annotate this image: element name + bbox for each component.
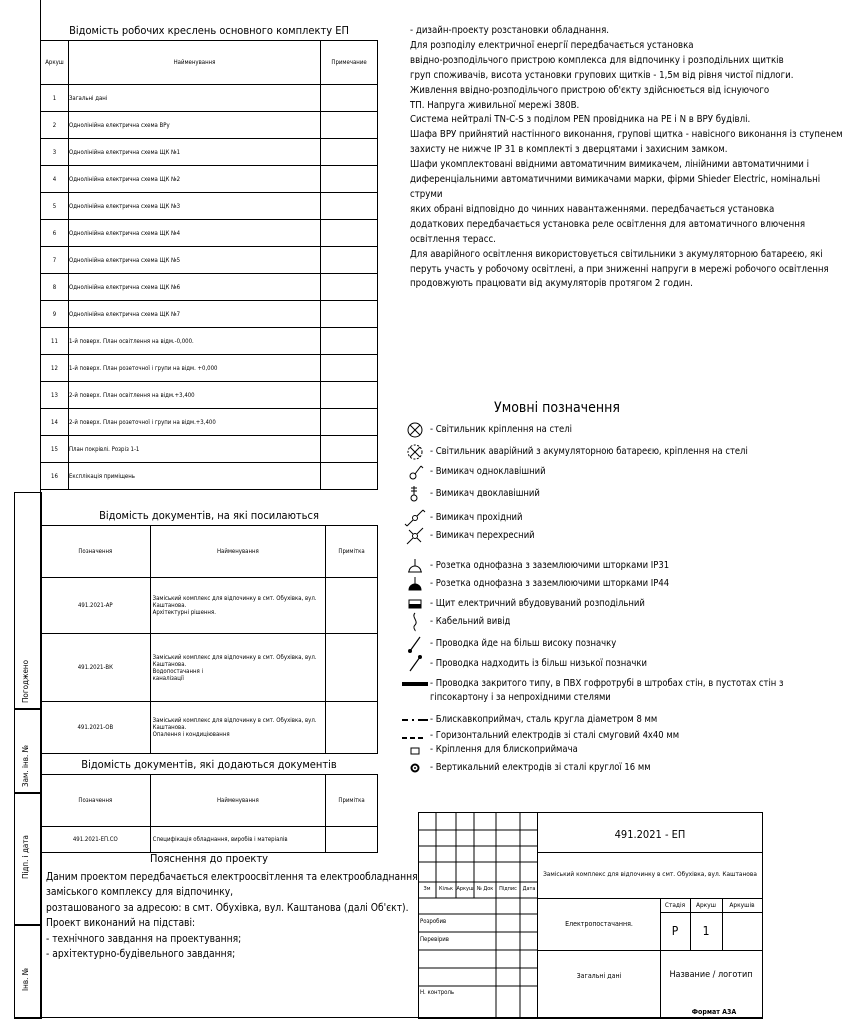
title-block-grid bbox=[418, 812, 538, 1017]
col-header-change: Зм bbox=[423, 886, 431, 892]
legend-item: - Блискавкоприймач, сталь кругла діаметром 8 мм bbox=[402, 710, 762, 730]
legend-item: - Проводка надходить із більш низької позначки bbox=[402, 654, 762, 674]
attached-docs-title: Відомість документів, які додаються документів bbox=[81, 758, 337, 771]
role-checked: Перевірив bbox=[420, 936, 449, 943]
section-name: Електропостачання. bbox=[565, 920, 633, 928]
switch-single-icon bbox=[402, 462, 428, 482]
title-divider-1 bbox=[538, 852, 762, 853]
right-notes: - дизайн-проекту розстановки обладнання. Для розподілу електричної енергії передбачається установка ввідно-розподільчого пристрою комплекса для відпочинку і розподільних щитків груп споживачів, висота установки групових щитків - 1,5м від рівня чистої підлоги. Живлення ввідно-розподільчого пристрою об'єкту здійснюється від існуючого ТП. Напруга живильної мережі 380В. Система нейтралі TN-C-S з поділом PEN провідника на PE і N в ВРУ будівлі. Шафа ВРУ прийнятий настінного виконання, групові щитка - навісного виконання із ступенем захисту не нижче IP 31 в комплекті з дверцятами і захисним замком. Шафи укомплектовані ввідними автоматичним вимикачем, лінійними автоматичними і диференціальними автоматичними вимикачами марки, фірми Shieder Electric, номінальні струми яких обрані відповідно до чинних навантаженнями. передбачається установка додаткових передбачається установка реле освітлення для автоматичного влючення освітлення терасс. Для аварійного освітлення використовується світильники з акумуляторною батареєю, які перуть участь у робочому освітлені, а при зниженні напруги в мережі робочого освітлення продовжують працювати від акумуляторів протягом 2 годин. bbox=[410, 25, 843, 290]
side-stamp-inv-no: Інв. № bbox=[14, 924, 42, 1019]
role-norm-control: Н. контроль bbox=[420, 989, 455, 996]
stage-header: Стадія bbox=[664, 901, 686, 909]
switch-double-icon bbox=[402, 484, 428, 504]
table-row: 6 Однолінійна електрична схема ЩК №4 bbox=[41, 220, 378, 247]
rod-mount-icon bbox=[402, 740, 428, 760]
legend-item: - Вимикач одноклавішний bbox=[402, 462, 762, 482]
table-row: 491.2021-АР Заміський комплекс для відпочинку в смт. Обухівка, вул. Каштанова. Архітектурні рішення. bbox=[41, 578, 378, 634]
title-block-grid-lines bbox=[418, 812, 538, 1017]
legend-item: - Вимикач прохідний bbox=[402, 508, 762, 528]
wiring-up-icon bbox=[402, 634, 428, 654]
legend-item: - Щит електричний вбудовуваний розподільний bbox=[402, 594, 762, 614]
table-row: 12 1-й поверх. План розеточної і групи на відм. +0,000 bbox=[41, 355, 378, 382]
switch-passthrough-icon bbox=[402, 508, 428, 528]
col-header-note: Примітка bbox=[326, 526, 378, 578]
stage-value: Р bbox=[671, 924, 679, 938]
explanations-text: Даним проектом передбачається електроосвітлення та електрообладнання заміського комплексу для відпочинку, розташованого за адресою: в смт. Обухівка, вул. Каштанова (далі Об'єкт). Проект виконаний на підставі: - технічного завдання на проектування; - архітектурно-будівельного завдання; bbox=[46, 872, 418, 961]
role-developed: Розробив bbox=[420, 918, 447, 925]
cable-outlet-icon bbox=[402, 612, 428, 632]
hidden-wiring-icon bbox=[398, 674, 432, 694]
legend-item: - Розетка однофазна з заземлюючими шторками IP31 bbox=[402, 556, 762, 576]
col-header-qty: Кільк bbox=[439, 886, 453, 892]
legend-item: - Кабельний вивід bbox=[402, 612, 762, 632]
sheet-title: Загальні дані bbox=[576, 972, 622, 980]
col-header-note: Примітка bbox=[326, 775, 378, 827]
legend-title: Умовні позначення bbox=[494, 400, 620, 416]
legend-item: - Кріплення для блископриймача bbox=[402, 740, 762, 760]
table-row: 3 Однолінійна електрична схема ЩК №1 bbox=[41, 139, 378, 166]
attached-docs-table bbox=[40, 774, 378, 853]
sheet-header: Аркуш bbox=[695, 901, 717, 909]
col-header-doc: № Док bbox=[476, 886, 494, 892]
col-header-code: Позначення bbox=[41, 526, 151, 578]
legend-item: - Світильник кріплення на стелі bbox=[402, 420, 762, 440]
legend-item: - Вимикач двоклавішний bbox=[402, 484, 762, 504]
drawings-table bbox=[40, 40, 378, 490]
legend-item: - Розетка однофазна з заземлюючими шторками IP44 bbox=[402, 574, 762, 594]
logo-placeholder: Название / логотип bbox=[669, 970, 753, 980]
col-header-name: Найменування bbox=[150, 526, 325, 578]
table-row: 11 1-й поверх. План освітлення на відм.-0,000. bbox=[41, 328, 378, 355]
legend-item: - Світильник аварійний з акумуляторною батареєю, кріплення на стелі bbox=[402, 442, 762, 462]
col-header-name: Найменування bbox=[68, 41, 320, 85]
title-divider-4 bbox=[660, 912, 762, 913]
vertical-electrode-icon bbox=[402, 758, 428, 778]
side-stamp-approved: Погоджено bbox=[14, 492, 42, 710]
col-header-sheet: Аркуш bbox=[41, 41, 69, 85]
sheets-header: Аркушів bbox=[729, 901, 755, 909]
col-header-name: Найменування bbox=[150, 775, 325, 827]
switch-cross-icon bbox=[402, 526, 428, 546]
legend-item: - Вертикальний електродів зі сталі круглої 16 мм bbox=[402, 758, 762, 778]
table-row: 15 План покрівлі. Розріз 1-1 bbox=[41, 436, 378, 463]
panel-icon bbox=[402, 594, 428, 614]
sheet-value: 1 bbox=[702, 924, 710, 938]
col-header-date: Дата bbox=[522, 886, 536, 892]
table-row: 1 Загальні дані bbox=[41, 85, 378, 112]
table-row: 16 Експлікація приміщень bbox=[41, 463, 378, 490]
side-stamp-sign-date: Підп. і дата bbox=[14, 792, 42, 926]
table-row: 9 Однолінійна електрична схема ЩК №7 bbox=[41, 301, 378, 328]
table-row: 491.2021-ОВ Заміський комплекс для відпочинку в смт. Обухівка, вул. Каштанова. Опалення і кондиціювання bbox=[41, 702, 378, 754]
socket-ip44-icon bbox=[402, 574, 428, 594]
ceiling-lamp-icon bbox=[402, 420, 428, 440]
referenced-docs-title: Відомість документів, на які посилаються bbox=[99, 509, 319, 522]
explanations-title: Пояснення до проекту bbox=[149, 852, 269, 865]
table-row: 7 Однолінійна електрична схема ЩК №5 bbox=[41, 247, 378, 274]
table-row: 2 Однолінійна електрична схема ВРу bbox=[41, 112, 378, 139]
referenced-docs-table bbox=[40, 525, 378, 754]
table-row: 491.2021-ВК Заміський комплекс для відпочинку в смт. Обухівка, вул. Каштанова. Водопостачання і каналізації bbox=[41, 634, 378, 702]
legend-item: - Проводка йде на більш високу позначку bbox=[402, 634, 762, 654]
socket-ip31-icon bbox=[402, 556, 428, 576]
table-row: 14 2-й поверх. План розеточної і групи на відм.+3,400 bbox=[41, 409, 378, 436]
table-row: 4 Однолінійна електрична схема ЩК №2 bbox=[41, 166, 378, 193]
col-header-note: Примечание bbox=[321, 41, 378, 85]
col-header-sign: Підпис bbox=[499, 886, 517, 892]
legend-item: - Проводка закритого типу, в ПВХ гофротрубі в штробах стін, в пустотах стін з гіпсокартону і за непрохідними стелями bbox=[402, 674, 762, 710]
project-name: Заміський комплекс для відпочинку в смт. Обухівка, вул. Каштанова bbox=[543, 870, 757, 878]
wiring-down-icon bbox=[402, 654, 428, 674]
table-row: 491.2021-ЕП.СО Специфікація обладнання, виробів і матеріалів bbox=[41, 827, 378, 853]
legend-item: - Вимикач перехресний bbox=[402, 526, 762, 546]
col-header-sheet: Аркуш bbox=[456, 886, 474, 892]
title-vdivider-1 bbox=[660, 898, 661, 1017]
title-divider-2 bbox=[538, 898, 762, 899]
table-row: 5 Однолінійна електрична схема ЩК №3 bbox=[41, 193, 378, 220]
title-divider-3 bbox=[538, 950, 762, 951]
legend-item: - Горизонтальний електродів зі сталі смуговий 4х40 мм bbox=[402, 726, 762, 746]
emergency-lamp-icon bbox=[402, 442, 428, 462]
table-row: 8 Однолінійна електрична схема ЩК №6 bbox=[41, 274, 378, 301]
drawings-table-title: Відомість робочих креслень основного комплекту ЕП bbox=[69, 24, 349, 37]
table-row: 13 2-й поверх. План освітлення на відм.+3,400 bbox=[41, 382, 378, 409]
doc-code: 491.2021 - ЕП bbox=[614, 828, 686, 841]
side-stamp-replaced-inv: Зам. інв. № bbox=[14, 708, 42, 794]
format-label: Формат А3А bbox=[691, 1008, 737, 1016]
col-header-code: Позначення bbox=[41, 775, 151, 827]
